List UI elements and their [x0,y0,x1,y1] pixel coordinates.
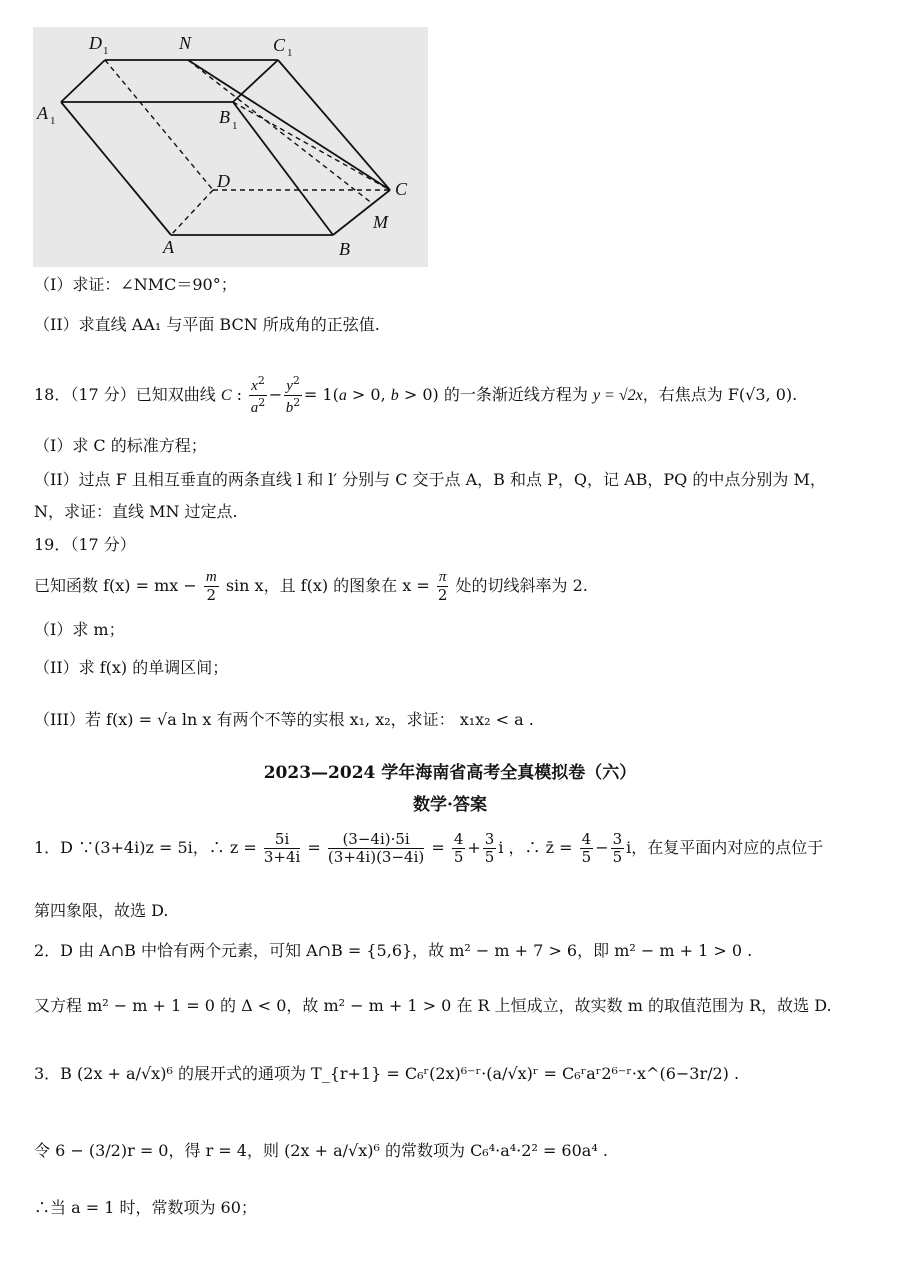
label-A1: A [37,103,48,123]
label-C1-sub: 1 [287,47,293,59]
q18-cond: 的一条渐近线方程为 [443,385,588,404]
q19-intro-b: sin x，且 f(x) 的图象在 x = [225,576,430,595]
label-B1-sub: 1 [232,120,238,132]
q19-part3: （III）若 f(x) = √a ln x 有两个不等的实根 x₁, x₂，求证： x₁x₂ < a . [34,710,534,729]
a1-eq2: = [431,838,445,857]
answer-3-line3: ∴当 a = 1 时，常数项为 60； [34,1198,257,1217]
q19-intro [34,570,588,603]
a1-end: i，在复平面内对应的点位于 [626,838,824,857]
label-N: N [179,33,192,53]
answer-1-line1: 1．D ∵(3+4i)z = 5i，∴ z = $\frac{5i}{3+4i}$ = $\frac{(3-4i)\cdot 5i}{(3+4i)(3-4i)}$ = $\frac{4}{5}$ + $\frac{3}{5}$ i ，∴ z̄ = $\frac{4}{5}$ − $\frac{3}{5}$ i，在复平面内对应的点位于 [34,830,824,866]
q19-part1: （I）求 m； [34,620,125,639]
label-B: B [339,239,350,259]
frac-conj: $\frac{(3-4i)\cdot 5i}{(3+4i)(3-4i)}$ [327,830,425,866]
q18-part2a: （II）过点 F 且相互垂直的两条直线 l 和 l′ 分别与 C 交于点 A，B 和点 P，Q，记 AB，PQ 的中点分别为 M， [34,470,826,489]
answers-title: 2023—2024 学年海南省高考全真模拟卷（六） [263,763,637,783]
frac-4-5b: $\frac{4}{5}$ [581,830,592,866]
q18-part2b: N，求证：直线 MN 过定点. [34,502,238,521]
q17-part2: （II）求直线 AA₁ 与平面 BCN 所成角的正弦值. [34,315,380,334]
q18-statement: 18．（17 分）已知双曲线 C : $\frac{x^2}{a^2}$ − $\frac{y^2}{b^2}$ = 1(a > 0, b > 0) 的一条渐近线方程为 y = √2x，右焦点为 F(√3, 0). [34,374,798,416]
answers-subtitle: 数学·答案 [413,795,487,815]
frac-4-5: $\frac{4}{5}$ [453,830,464,866]
a1-eq1: = [307,838,321,857]
label-B1: B [219,107,230,127]
q19-part2: （II）求 f(x) 的单调区间； [34,658,229,677]
q19-intro-c: 处的切线斜率为 2. [455,576,588,595]
label-D1: D [89,33,102,53]
q19-intro-a: 已知函数 f(x) = mx − [34,576,197,595]
label-D1-sub: 1 [103,45,109,57]
label-M: M [373,212,388,232]
frac-m-2: $\frac{m}{2}$ [205,569,217,604]
frac-5i: $\frac{5i}{3+4i}$ [263,830,301,866]
a1-conj: ，∴ z̄ = [508,838,573,857]
frac-3-5: $\frac{3}{5}$ [484,830,495,866]
answer-1-line2: 第四象限，故选 D. [34,901,169,920]
frac-x2-a2: $\frac{x^2}{a^2}$ [250,374,266,416]
prism-diagram [33,27,428,267]
label-A: A [163,237,174,257]
q18-focus: ，右焦点为 F(√3, 0). [642,385,798,404]
label-D: D [217,171,230,191]
geometry-figure [33,27,428,267]
q19-head: 19．（17 分） [34,535,136,554]
q18-head: 18．（17 分）已知双曲线 [34,385,216,404]
label-C1: C [273,35,286,55]
frac-y2-b2: $\frac{y^2}{b^2}$ [285,374,301,416]
label-C: C [395,179,408,199]
answer-2-line2: 又方程 m² − m + 1 = 0 的 Δ < 0，故 m² − m + 1 > 0 在 R 上恒成立，故实数 m 的取值范围为 R，故选 D. [34,996,832,1015]
a1-start: 1．D ∵(3+4i)z = 5i，∴ z = [34,838,257,857]
answer-2-line1: 2．D 由 A∩B 中恰有两个元素，可知 A∩B = {5,6}，故 m² − m + 7 > 6，即 m² − m + 1 > 0 . [34,941,753,960]
answer-3-line1: 3．B (2x + a/√x)⁶ 的展开式的通项为 T_{r+1} = C₆ʳ(2x)⁶⁻ʳ·(a/√x)ʳ = C₆ʳaʳ2⁶⁻ʳ·x^(6−3r/2) . [34,1064,740,1083]
label-A1-sub: 1 [50,115,56,127]
frac-3-5b: $\frac{3}{5}$ [612,830,623,866]
q18-part1: （I）求 C 的标准方程； [34,436,207,455]
frac-pi-2: $\frac{\pi}{2}$ [437,569,448,604]
answer-3-line2: 令 6 − (3/2)r = 0，得 r = 4，则 (2x + a/√x)⁶ 的常数项为 C₆⁴·a⁴·2² = 60a⁴ . [34,1141,608,1160]
q18-asymptote: y = √2x [592,387,643,404]
q17-part1: （I）求证：∠NMC＝90°； [34,275,237,294]
